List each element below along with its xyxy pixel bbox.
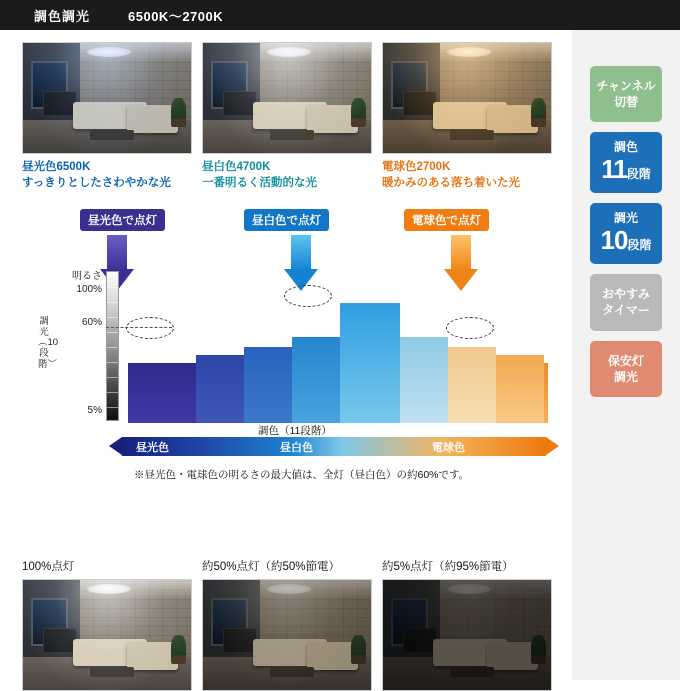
sidebar-chip-night-light-line2: 調光 — [613, 369, 638, 384]
room-photo-daylight — [22, 42, 192, 154]
dimming-sample-photo-row — [22, 558, 552, 691]
sidebar-chip-night-light[interactable] — [590, 341, 662, 397]
sidebar-chip-dimming-steps-unit: 段階 — [627, 237, 652, 252]
bottom-title-5: 約5%点灯（約95%節電） — [382, 561, 514, 573]
sidebar-chip-sleep-timer[interactable] — [590, 274, 662, 330]
color-sample-photo-row — [22, 42, 572, 191]
bottom-card-100 — [22, 558, 192, 691]
arrow-bulb-icon — [444, 235, 478, 291]
room-photo-50 — [202, 579, 372, 691]
sidebar-chip-color-steps-value — [594, 153, 658, 184]
photo-caption-bulb — [382, 160, 552, 191]
scale-label-daylight: 昼光色 — [136, 442, 169, 455]
main-content — [0, 30, 572, 680]
photo-caption-daylight-line2: すっきりとしたさわやかな光 — [22, 176, 171, 189]
scale-label-bulb: 電球色 — [432, 442, 465, 455]
marker-ellipse-daylight — [126, 317, 174, 339]
page-header — [0, 0, 680, 30]
axis-brightness-label — [44, 271, 102, 296]
tag-bulb-on: 電球色で点灯 — [404, 209, 489, 231]
photo-caption-bulb-line2: 暖かみのある落ち着いた光 — [382, 176, 520, 189]
chart-x-caption: 調色（11段階） — [258, 425, 332, 438]
sidebar-chip-channel-switch-line1: チャンネル — [596, 79, 656, 93]
dimming-color-diagram — [22, 209, 562, 482]
sidebar-chip-sleep-timer-line2: タイマー — [602, 303, 650, 318]
photo-caption-daylight-line1: 昼光色6500K — [22, 161, 91, 173]
tag-daylight-on: 昼光色で点灯 — [80, 209, 165, 231]
sidebar-chip-dimming-steps-number: 10 — [600, 224, 628, 255]
room-photo-natural — [202, 42, 372, 154]
photo-caption-natural — [202, 160, 372, 191]
color-temp-range: 6500K〜2700K — [128, 8, 224, 24]
bottom-title-100: 100%点灯 — [22, 561, 75, 573]
marker-ellipse-natural — [284, 285, 332, 307]
sidebar-chip-color-steps-title: 調色 — [613, 140, 638, 155]
room-photo-100 — [22, 579, 192, 691]
photo-caption-natural-line1: 昼白色4700K — [202, 161, 271, 173]
sidebar-chip-night-light-line1: 保安灯 — [607, 353, 644, 368]
room-photo-bulb — [382, 42, 552, 154]
arrow-natural-icon — [284, 235, 318, 291]
page-title: 調色調光 — [34, 8, 91, 24]
axis-tick-5: 5% — [87, 405, 102, 417]
photo-card-bulb — [382, 42, 552, 191]
tag-natural-on: 昼白色で点灯 — [244, 209, 329, 231]
photo-caption-natural-line2: 一番明るく活動的な光 — [202, 176, 317, 189]
photo-card-daylight — [22, 42, 192, 191]
marker-ellipse-bulb — [446, 317, 494, 339]
sidebar-chip-sleep-timer-line1: おやすみ — [601, 287, 650, 302]
photo-caption-daylight — [22, 160, 192, 191]
sidebar-chip-color-steps[interactable] — [590, 132, 662, 193]
bottom-title-50: 約50%点灯（約50%節電） — [202, 561, 341, 573]
room-photo-5 — [382, 579, 552, 691]
dimming-gradient-bar — [106, 271, 119, 421]
bottom-card-50 — [202, 558, 372, 691]
sidebar-chip-dimming-steps-value — [594, 224, 658, 255]
scale-label-natural: 昼白色 — [280, 442, 313, 455]
feature-sidebar — [572, 30, 680, 680]
photo-caption-bulb-line1: 電球色2700K — [382, 161, 451, 173]
color-temperature-scale — [122, 437, 546, 456]
sidebar-chip-channel-switch[interactable] — [590, 66, 662, 122]
sidebar-chip-dimming-steps-title: 調光 — [613, 211, 638, 226]
sidebar-chip-channel-switch-line2: 切替 — [613, 95, 638, 110]
sidebar-chip-dimming-steps[interactable] — [590, 203, 662, 264]
diagram-note: ※昼光色・電球色の明るさの最大値は、全灯（昼白色）の約60%です。 — [134, 469, 470, 482]
sidebar-chip-color-steps-number: 11 — [601, 153, 627, 184]
photo-card-natural — [202, 42, 372, 191]
axis-brightness-line2: 100% — [76, 283, 102, 295]
axis-tick-60: 60% — [81, 317, 102, 329]
sidebar-chip-color-steps-unit: 段階 — [626, 166, 651, 181]
bottom-card-5 — [382, 558, 552, 691]
axis-brightness-line1: 明るさ — [72, 271, 102, 283]
body-wrapper — [0, 30, 680, 680]
axis-dimming-label: 調光︵10段階︶ — [38, 316, 59, 370]
